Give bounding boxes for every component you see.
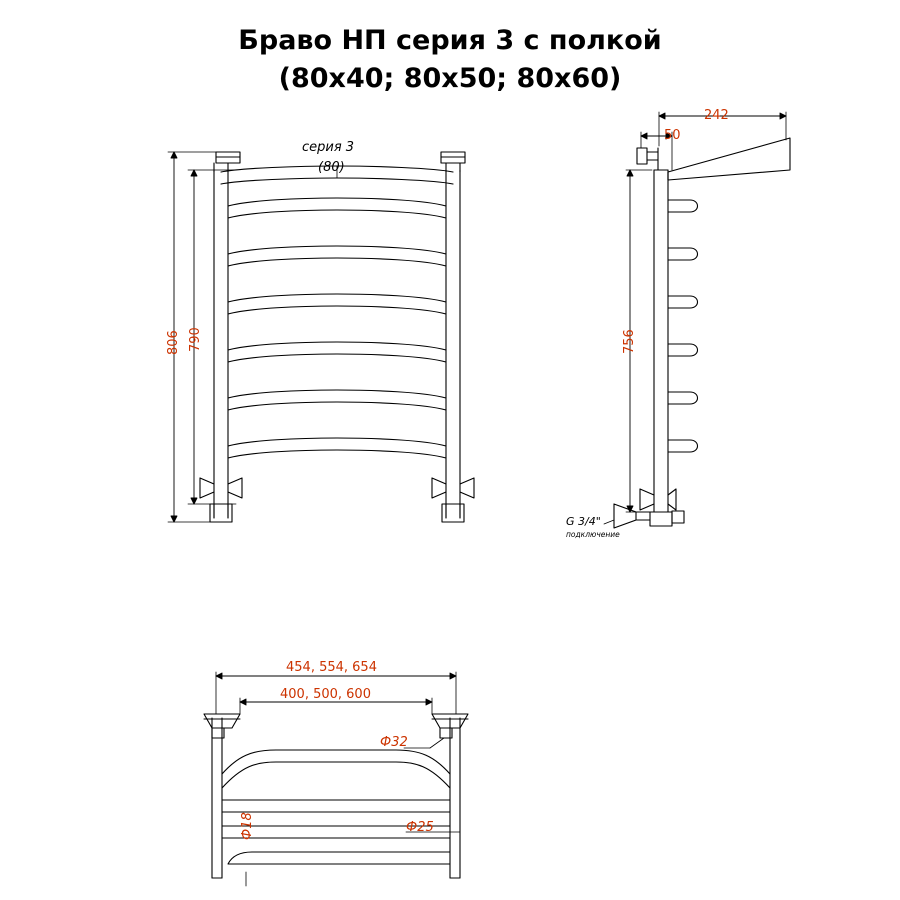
dim-diameter-32: Ф32: [380, 735, 408, 750]
dim-width-inner: 400, 500, 600: [280, 687, 371, 702]
dim-height-806: 806: [166, 330, 181, 355]
dim-shelf-242: 242: [704, 108, 729, 123]
top-view-group: [204, 672, 468, 886]
side-view-group: [604, 112, 790, 528]
title-line-2: (80x40; 80x50; 80x60): [278, 63, 622, 94]
dim-width-outer: 454, 554, 654: [286, 660, 377, 675]
dim-diameter-25: Ф25: [406, 820, 434, 835]
front-rungs: [228, 198, 446, 458]
front-series-label-2: (80): [318, 160, 345, 175]
title-line-1: Браво НП серия 3 с полкой: [238, 25, 662, 56]
connection-sublabel: подключение: [566, 530, 620, 539]
connection-label: G 3/4": [566, 515, 601, 528]
side-rungs: [668, 200, 698, 452]
front-series-label-1: серия 3: [302, 140, 355, 155]
dim-diameter-18: Ф18: [240, 812, 255, 840]
dim-side-height-756: 756: [622, 329, 637, 354]
dim-shelf-offset-50: 50: [664, 128, 681, 143]
dim-height-790: 790: [188, 327, 203, 352]
front-view-group: [168, 152, 474, 522]
